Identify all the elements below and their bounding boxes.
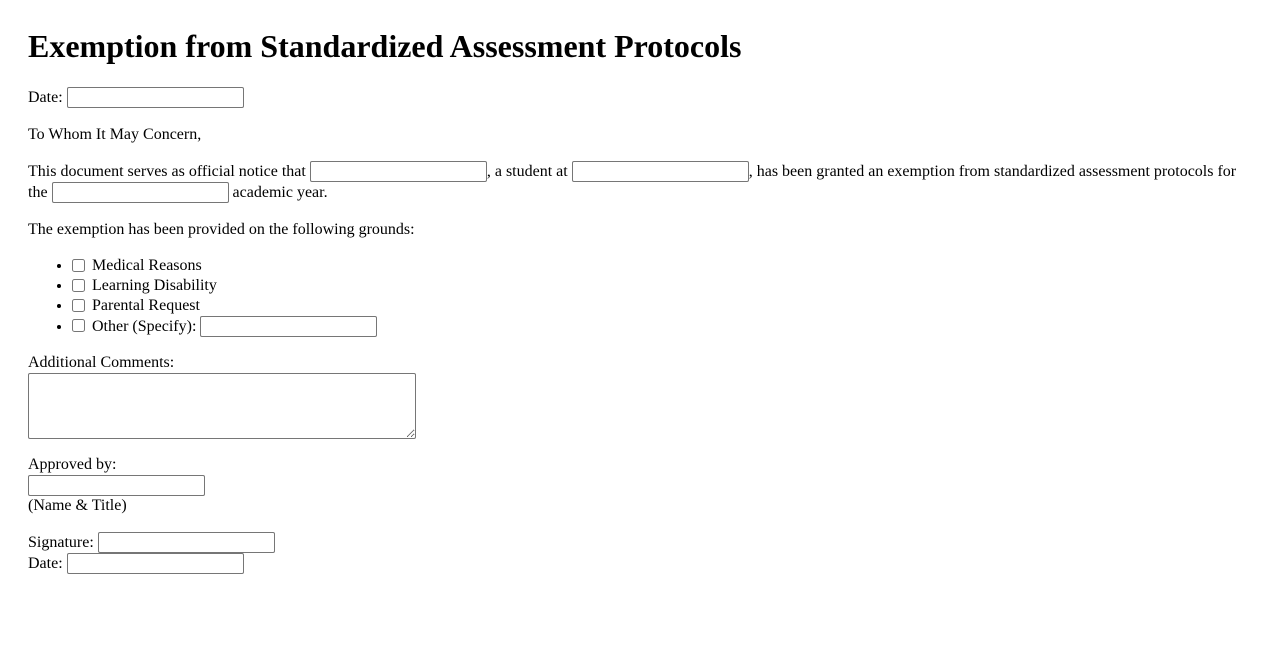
notice-paragraph [28,161,1250,203]
approval-section [28,455,1250,516]
signature-date-field[interactable] [67,553,244,574]
notice-text-4: academic year. [232,184,328,201]
list-item [72,256,1250,276]
parental-request-label: Parental Request [92,297,200,314]
date-row [28,87,1250,108]
notice-text-3: , has been granted an exemption from standardized assessment protocols for the [28,163,1237,201]
comments-section [28,353,1250,439]
signature-section [28,532,1250,574]
parental-request-checkbox[interactable] [72,299,85,312]
other-checkbox[interactable] [72,319,85,332]
comments-label: Additional Comments: [28,354,175,371]
medical-reasons-label: Medical Reasons [92,257,202,274]
salutation: To Whom It May Concern, [28,126,202,143]
other-label: Other (Specify): [92,318,197,335]
signature-date-label: Date: [28,555,63,572]
page-title: Exemption from Standardized Assessment Protocols [28,28,742,64]
signature-label: Signature: [28,534,94,551]
medical-reasons-checkbox[interactable] [72,259,85,272]
approved-by-hint: (Name & Title) [28,497,127,514]
list-item [72,316,1250,337]
list-item [72,296,1250,316]
notice-text-1: This document serves as official notice that [28,163,306,180]
other-specify-field[interactable] [200,316,377,337]
approved-by-field[interactable] [28,475,205,496]
date-label: Date: [28,89,63,106]
school-name-field[interactable] [572,161,749,182]
comments-textarea[interactable] [28,373,416,439]
signature-field[interactable] [98,532,275,553]
student-name-field[interactable] [310,161,487,182]
grounds-intro: The exemption has been provided on the following grounds: [28,221,415,238]
academic-year-field[interactable] [52,182,229,203]
learning-disability-label: Learning Disability [92,277,217,294]
list-item [72,276,1250,296]
learning-disability-checkbox[interactable] [72,279,85,292]
notice-text-2: , a student at [486,163,568,180]
grounds-list [28,256,1250,337]
approved-by-label: Approved by: [28,456,117,473]
date-field[interactable] [67,87,244,108]
